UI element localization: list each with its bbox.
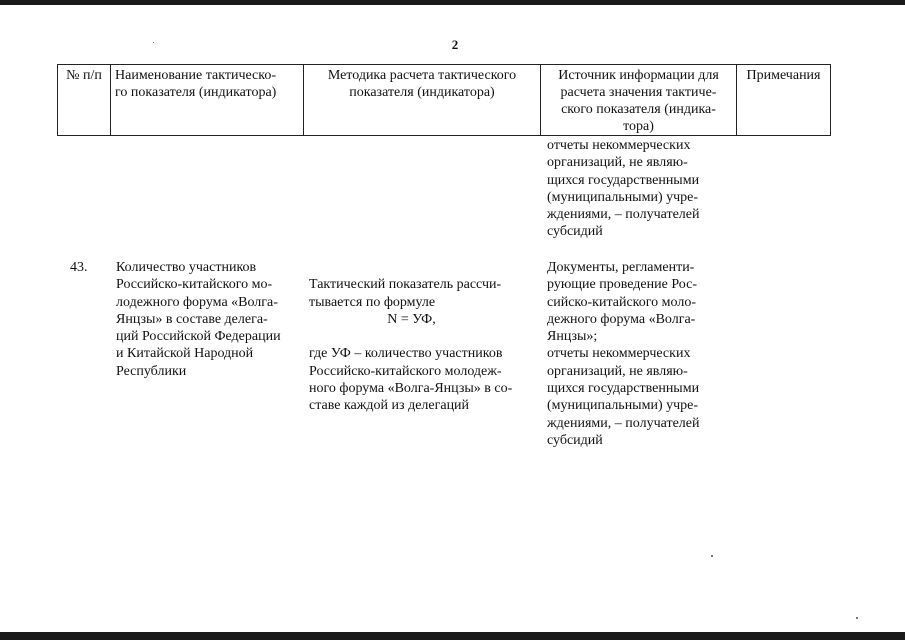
header-notes: Примечания (737, 65, 831, 136)
row-number: 43. (70, 260, 88, 275)
page-number: 2 (451, 37, 459, 52)
row-method (309, 259, 534, 415)
row-indicator-name: Количество участников Российско-китайского мо- лодежного форума «Волга- Янцзы» в составе делега- ций Российской Федерации и Китайской Народной Республики (116, 260, 281, 379)
table-header-row (58, 65, 831, 136)
method-formula: N = УФ, (387, 311, 436, 327)
row-source: Документы, регламенти- рующие проведение Рос- сийско-китайского моло- дежного форума «Волга- Янцзы»; отчеты некоммерческих организаций, не являю- щихся государственными (муниципальными) учре- ждениями, – получателей субсидий (547, 260, 700, 448)
header-number: № п/п (58, 65, 111, 136)
header-source: Источник информации для расчета значения тактиче- ского показателя (индика- тора) (541, 65, 737, 136)
scan-speck (153, 42, 154, 43)
scan-edge-bottom (0, 632, 905, 640)
method-intro: Тактический показатель рассчи- тывается по формуле (309, 277, 502, 310)
method-explanation: где УФ – количество участников Российско-китайского молодеж- ного форума «Волга-Янцзы» в со- ставе каждой из делегаций (309, 346, 513, 414)
scan-speck (711, 555, 713, 557)
scan-speck (856, 617, 858, 619)
continuation-source: отчеты некоммерческих организаций, не являю- щихся государственными (муниципальными) учре- ждениями, – получателей субсидий (547, 138, 700, 240)
scan-edge-top (0, 0, 905, 5)
table-header (57, 64, 831, 136)
header-indicator-name: Наименование тактическо- го показателя (индикатора) (111, 65, 304, 136)
header-method: Методика расчета тактического показателя (индикатора) (304, 65, 541, 136)
